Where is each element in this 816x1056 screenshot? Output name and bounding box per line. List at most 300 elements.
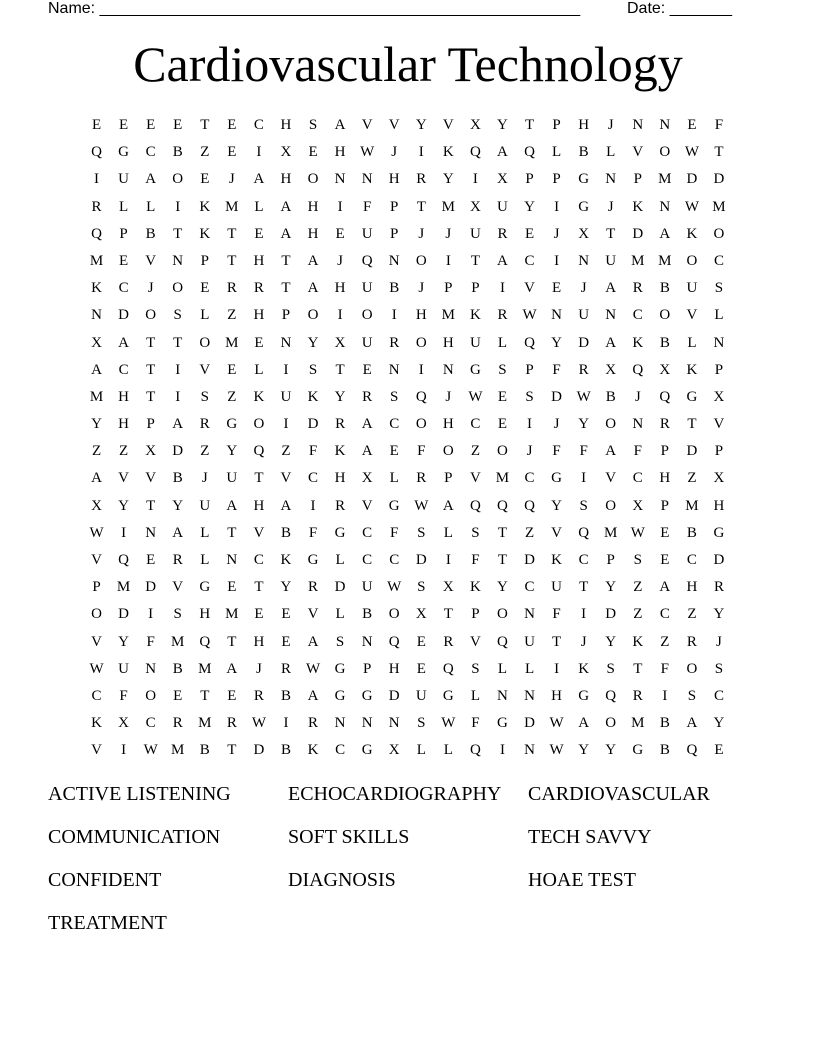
grid-letter: O	[415, 252, 427, 269]
grid-letter: C	[145, 144, 156, 161]
grid-letter: D	[713, 171, 725, 188]
grid-letter: T	[470, 252, 480, 269]
grid-letter: P	[552, 117, 561, 133]
grid-letter: Q	[199, 633, 211, 650]
grid-letter: R	[308, 579, 319, 596]
grid-letter: G	[361, 742, 373, 759]
grid-letter: W	[143, 742, 158, 759]
grid-letter: A	[361, 416, 373, 433]
grid-letter: Q	[415, 388, 427, 405]
grid-letter: D	[524, 715, 535, 732]
grid-row	[83, 388, 733, 415]
grid-letter: O	[388, 606, 400, 623]
grid-row	[83, 578, 733, 605]
grid-letter: V	[469, 470, 481, 487]
grid-letter: D	[388, 687, 400, 704]
grid-letter: L	[687, 334, 697, 351]
grid-letter: S	[714, 280, 724, 297]
grid-letter: Y	[713, 715, 725, 732]
grid-letter: V	[118, 470, 130, 487]
grid-letter: R	[389, 334, 400, 351]
grid-letter: M	[631, 715, 645, 732]
grid-letter: I	[445, 552, 451, 568]
grid-letter: Z	[524, 524, 535, 541]
grid-letter: N	[145, 524, 157, 541]
grid-letter: E	[254, 225, 264, 242]
grid-letter: B	[280, 687, 291, 704]
grid-letter: P	[444, 280, 453, 297]
grid-letter: Q	[469, 144, 481, 161]
grid-letter: I	[337, 198, 343, 215]
grid-letter: F	[552, 606, 561, 623]
grid-letter: Y	[713, 606, 725, 623]
grid-letter: R	[91, 198, 102, 215]
grid-letter: X	[713, 388, 725, 405]
grid-letter: E	[335, 225, 345, 242]
grid-letter: F	[146, 633, 155, 650]
grid-letter: E	[200, 280, 210, 297]
grid-letter: M	[198, 715, 212, 732]
grid-letter: H	[388, 171, 400, 188]
grid-letter: T	[552, 633, 562, 650]
grid-letter: R	[362, 388, 373, 405]
word-bank-item: SOFT SKILLS	[288, 826, 410, 848]
grid-letter: M	[225, 334, 239, 351]
grid-letter: O	[497, 443, 508, 460]
grid-letter: Z	[119, 443, 129, 460]
grid-letter: O	[172, 171, 184, 188]
grid-letter: P	[552, 171, 561, 188]
grid-letter: X	[713, 470, 725, 487]
grid-letter: R	[253, 280, 264, 297]
grid-letter: J	[607, 117, 614, 133]
grid-letter: N	[226, 552, 238, 568]
grid-letter: T	[335, 361, 345, 378]
grid-letter: R	[280, 660, 291, 677]
grid-letter: T	[281, 252, 291, 269]
grid-letter: F	[714, 117, 724, 133]
grid-letter: Q	[469, 497, 481, 514]
grid-letter: H	[253, 307, 265, 324]
grid-letter: O	[659, 144, 671, 161]
grid-letter: E	[227, 687, 237, 704]
grid-letter: A	[91, 361, 102, 378]
grid-letter: I	[581, 606, 587, 623]
grid-letter: C	[578, 552, 589, 568]
grid-letter: R	[713, 579, 724, 596]
grid-letter: E	[227, 579, 237, 596]
grid-letter: I	[472, 171, 478, 188]
grid-letter: I	[554, 660, 560, 677]
grid-letter: H	[280, 117, 292, 133]
grid-letter: L	[497, 660, 508, 677]
grid-letter: C	[632, 470, 643, 487]
grid-letter: F	[552, 443, 561, 460]
grid-letter: E	[227, 117, 237, 133]
grid-letter: Y	[91, 416, 102, 433]
grid-letter: I	[662, 687, 668, 704]
grid-letter: P	[525, 171, 534, 188]
grid-letter: W	[89, 660, 104, 677]
grid-letter: U	[280, 388, 292, 405]
grid-letter: S	[308, 361, 318, 378]
grid-row	[83, 361, 733, 388]
grid-letter: L	[606, 144, 616, 161]
grid-letter: X	[497, 171, 508, 188]
grid-letter: A	[280, 198, 292, 215]
grid-letter: E	[389, 443, 399, 460]
grid-letter: C	[524, 252, 535, 269]
grid-letter: U	[361, 225, 373, 242]
grid-letter: M	[89, 252, 104, 269]
grid-letter: X	[280, 144, 292, 161]
grid-letter: S	[471, 524, 480, 541]
grid-letter: T	[687, 416, 697, 433]
grid-letter: I	[256, 144, 262, 161]
page-title: Cardiovascular Technology	[133, 36, 683, 92]
grid-letter: W	[630, 524, 645, 541]
grid-letter: K	[469, 307, 481, 324]
grid-letter: I	[148, 606, 154, 623]
grid-letter: C	[118, 280, 129, 297]
grid-letter: G	[118, 144, 130, 161]
grid-letter: C	[389, 416, 400, 433]
grid-letter: S	[633, 552, 642, 568]
grid-letter: J	[526, 443, 533, 460]
grid-letter: W	[387, 579, 402, 596]
grid-letter: O	[713, 225, 725, 242]
grid-letter: I	[337, 307, 343, 324]
grid-letter: K	[199, 198, 211, 215]
grid-letter: C	[632, 307, 643, 324]
grid-letter: Q	[497, 497, 508, 514]
grid-letter: A	[361, 443, 373, 460]
grid-letter: X	[334, 334, 346, 351]
grid-letter: L	[497, 334, 508, 351]
grid-letter: E	[119, 252, 129, 269]
grid-letter: G	[334, 687, 346, 704]
grid-letter: L	[524, 660, 535, 677]
grid-letter: F	[471, 715, 480, 732]
grid-letter: R	[253, 687, 264, 704]
grid-letter: M	[658, 252, 672, 269]
grid-letter: C	[713, 687, 724, 704]
word-bank-item: ECHOCARDIOGRAPHY	[288, 783, 502, 805]
grid-letter: K	[442, 144, 454, 161]
grid-letter: T	[416, 198, 426, 215]
grid-letter: J	[716, 633, 722, 650]
grid-letter: D	[118, 606, 130, 623]
grid-letter: I	[175, 388, 181, 405]
grid-letter: G	[578, 171, 590, 188]
grid-letter: J	[445, 225, 452, 242]
grid-letter: U	[686, 280, 698, 297]
grid-row	[83, 442, 733, 469]
grid-letter: W	[684, 144, 699, 161]
grid-letter: M	[225, 198, 239, 215]
grid-letter: C	[524, 470, 535, 487]
grid-letter: S	[714, 660, 724, 677]
grid-letter: H	[415, 307, 427, 324]
grid-letter: C	[253, 117, 264, 133]
grid-letter: A	[659, 225, 671, 242]
grid-letter: L	[335, 606, 345, 623]
grid-letter: R	[199, 416, 210, 433]
grid-letter: H	[199, 606, 211, 623]
grid-letter: K	[199, 225, 211, 242]
grid-letter: C	[91, 687, 102, 704]
grid-letter: Z	[281, 443, 291, 460]
grid-letter: I	[499, 742, 505, 759]
grid-letter: I	[310, 497, 316, 514]
grid-letter: L	[470, 687, 480, 704]
grid-letter: P	[200, 252, 209, 269]
grid-letter: S	[687, 687, 697, 704]
grid-letter: V	[91, 633, 102, 650]
grid-letter: U	[578, 307, 590, 324]
grid-letter: Y	[118, 633, 130, 650]
grid-letter: A	[91, 470, 102, 487]
grid-letter: B	[280, 742, 291, 759]
grid-letter: X	[415, 606, 427, 623]
grid-letter: W	[549, 715, 564, 732]
grid-letter: C	[253, 552, 264, 568]
grid-letter: T	[606, 225, 616, 242]
grid-letter: K	[686, 225, 698, 242]
grid-letter: W	[360, 144, 375, 161]
grid-letter: N	[524, 687, 535, 704]
grid-letter: M	[171, 633, 185, 650]
grid-letter: M	[441, 198, 456, 215]
grid-letter: K	[307, 742, 319, 759]
grid-letter: I	[445, 252, 451, 269]
grid-letter: P	[390, 198, 399, 215]
grid-letter: Y	[442, 171, 454, 188]
grid-letter: O	[605, 715, 617, 732]
grid-letter: F	[390, 524, 399, 541]
grid-letter: T	[227, 252, 237, 269]
grid-letter: A	[497, 144, 508, 161]
grid-letter: V	[713, 416, 725, 433]
grid-letter: B	[659, 742, 670, 759]
grid-letter: V	[199, 361, 211, 378]
grid-letter: X	[145, 443, 157, 460]
grid-letter: N	[388, 715, 400, 732]
grid-letter: Q	[686, 742, 698, 759]
grid-letter: F	[552, 361, 561, 378]
grid-letter: U	[497, 198, 508, 215]
grid-letter: O	[686, 252, 698, 269]
grid-letter: K	[280, 552, 292, 568]
grid-letter: A	[280, 497, 292, 514]
grid-letter: Z	[200, 144, 210, 161]
grid-letter: L	[552, 144, 562, 161]
grid-letter: N	[659, 198, 671, 215]
grid-letter: R	[578, 361, 589, 378]
grid-letter: S	[417, 715, 426, 732]
grid-letter: E	[173, 687, 183, 704]
grid-letter: R	[226, 280, 237, 297]
grid-letter: Z	[227, 307, 237, 324]
grid-letter: K	[334, 443, 346, 460]
grid-letter: H	[442, 416, 454, 433]
grid-letter: M	[658, 171, 672, 188]
grid-letter: T	[227, 225, 237, 242]
grid-letter: Y	[605, 633, 617, 650]
word-bank-item: CARDIOVASCULAR	[528, 783, 710, 805]
grid-row	[83, 524, 733, 551]
grid-letter: Z	[470, 443, 480, 460]
grid-letter: N	[361, 171, 373, 188]
grid-letter: H	[253, 252, 265, 269]
grid-letter: V	[91, 742, 102, 759]
grid-letter: I	[527, 416, 533, 433]
grid-letter: A	[172, 416, 184, 433]
grid-letter: B	[172, 144, 183, 161]
grid-letter: C	[659, 606, 670, 623]
grid-letter: W	[305, 660, 321, 677]
grid-letter: U	[226, 470, 238, 487]
grid-letter: X	[361, 470, 373, 487]
grid-row	[83, 279, 733, 306]
grid-letter: Q	[524, 144, 535, 161]
grid-letter: P	[633, 171, 642, 188]
grid-letter: T	[173, 334, 183, 351]
grid-letter: I	[418, 144, 424, 161]
grid-row	[83, 687, 733, 714]
grid-letter: F	[308, 524, 318, 541]
grid-letter: C	[713, 252, 724, 269]
grid-letter: T	[633, 660, 643, 677]
grid-letter: Q	[497, 633, 508, 650]
grid-letter: Q	[578, 524, 590, 541]
grid-letter: B	[605, 388, 616, 405]
grid-letter: E	[687, 117, 697, 133]
grid-letter: N	[361, 633, 373, 650]
grid-letter: G	[632, 742, 644, 759]
grid-letter: C	[362, 524, 373, 541]
grid-letter: A	[280, 225, 292, 242]
grid-row	[83, 497, 733, 524]
grid-letter: N	[551, 307, 563, 324]
grid-letter: T	[227, 633, 237, 650]
grid-letter: O	[253, 416, 265, 433]
grid-letter: H	[334, 470, 346, 487]
grid-letter: H	[388, 660, 400, 677]
grid-letter: J	[418, 225, 425, 242]
grid-letter: W	[468, 388, 483, 405]
grid-letter: J	[445, 388, 452, 405]
grid-letter: P	[471, 280, 480, 297]
grid-letter: R	[497, 307, 508, 324]
grid-letter: V	[524, 280, 535, 297]
grid-letter: U	[605, 252, 617, 269]
grid-letter: U	[415, 687, 427, 704]
grid-letter: P	[660, 443, 670, 460]
grid-letter: O	[605, 497, 617, 514]
grid-letter: N	[659, 117, 671, 133]
grid-letter: Y	[524, 198, 535, 215]
grid-letter: W	[549, 742, 564, 759]
grid-letter: M	[225, 606, 239, 623]
grid-letter: L	[389, 470, 399, 487]
grid-row	[83, 170, 733, 197]
grid-letter: N	[578, 252, 590, 269]
grid-letter: O	[91, 606, 102, 623]
grid-letter: Q	[605, 687, 617, 704]
grid-letter: E	[227, 144, 237, 161]
grid-letter: O	[307, 307, 319, 324]
grid-letter: W	[576, 388, 591, 405]
grid-letter: H	[334, 280, 346, 297]
grid-row	[83, 225, 733, 252]
grid-letter: T	[146, 388, 156, 405]
grid-letter: X	[578, 225, 590, 242]
grid-letter: F	[417, 443, 426, 460]
grid-letter: G	[497, 715, 508, 732]
grid-letter: Y	[415, 117, 427, 133]
grid-letter: U	[469, 225, 481, 242]
grid-letter: J	[553, 416, 560, 433]
grid-letter: N	[442, 361, 454, 378]
grid-letter: P	[606, 552, 615, 568]
grid-letter: L	[200, 307, 210, 324]
grid-letter: Y	[497, 579, 508, 596]
grid-letter: Q	[253, 443, 265, 460]
grid-letter: E	[362, 361, 372, 378]
grid-letter: X	[388, 742, 400, 759]
grid-letter: P	[714, 443, 724, 460]
grid-letter: D	[686, 443, 698, 460]
grid-letter: D	[307, 416, 319, 433]
grid-letter: N	[334, 171, 346, 188]
grid-letter: S	[417, 579, 426, 596]
grid-letter: P	[525, 361, 534, 378]
grid-letter: E	[173, 117, 183, 133]
grid-letter: A	[307, 280, 319, 297]
grid-letter: J	[418, 280, 425, 297]
grid-letter: M	[604, 524, 618, 541]
grid-row	[83, 469, 733, 496]
grid-letter: S	[525, 388, 534, 405]
grid-letter: H	[118, 388, 130, 405]
grid-letter: F	[308, 443, 318, 460]
grid-letter: F	[633, 443, 642, 460]
grid-letter: G	[551, 470, 563, 487]
grid-letter: D	[524, 552, 535, 568]
grid-letter: B	[199, 742, 210, 759]
grid-letter: O	[199, 334, 211, 351]
grid-letter: H	[253, 497, 265, 514]
grid-letter: A	[605, 334, 617, 351]
grid-letter: C	[686, 552, 697, 568]
grid-letter: X	[605, 361, 617, 378]
grid-row	[83, 415, 733, 442]
grid-row	[83, 605, 733, 632]
grid-letter: F	[362, 198, 372, 215]
grid-letter: L	[254, 198, 264, 215]
grid-letter: E	[497, 388, 508, 405]
grid-letter: Y	[578, 416, 590, 433]
grid-letter: H	[442, 334, 454, 351]
grid-letter: Y	[118, 497, 130, 514]
grid-letter: A	[686, 715, 698, 732]
grid-letter: E	[308, 144, 318, 161]
grid-letter: W	[522, 307, 537, 324]
grid-letter: T	[146, 334, 156, 351]
grid-letter: N	[388, 361, 400, 378]
grid-letter: I	[391, 307, 397, 324]
